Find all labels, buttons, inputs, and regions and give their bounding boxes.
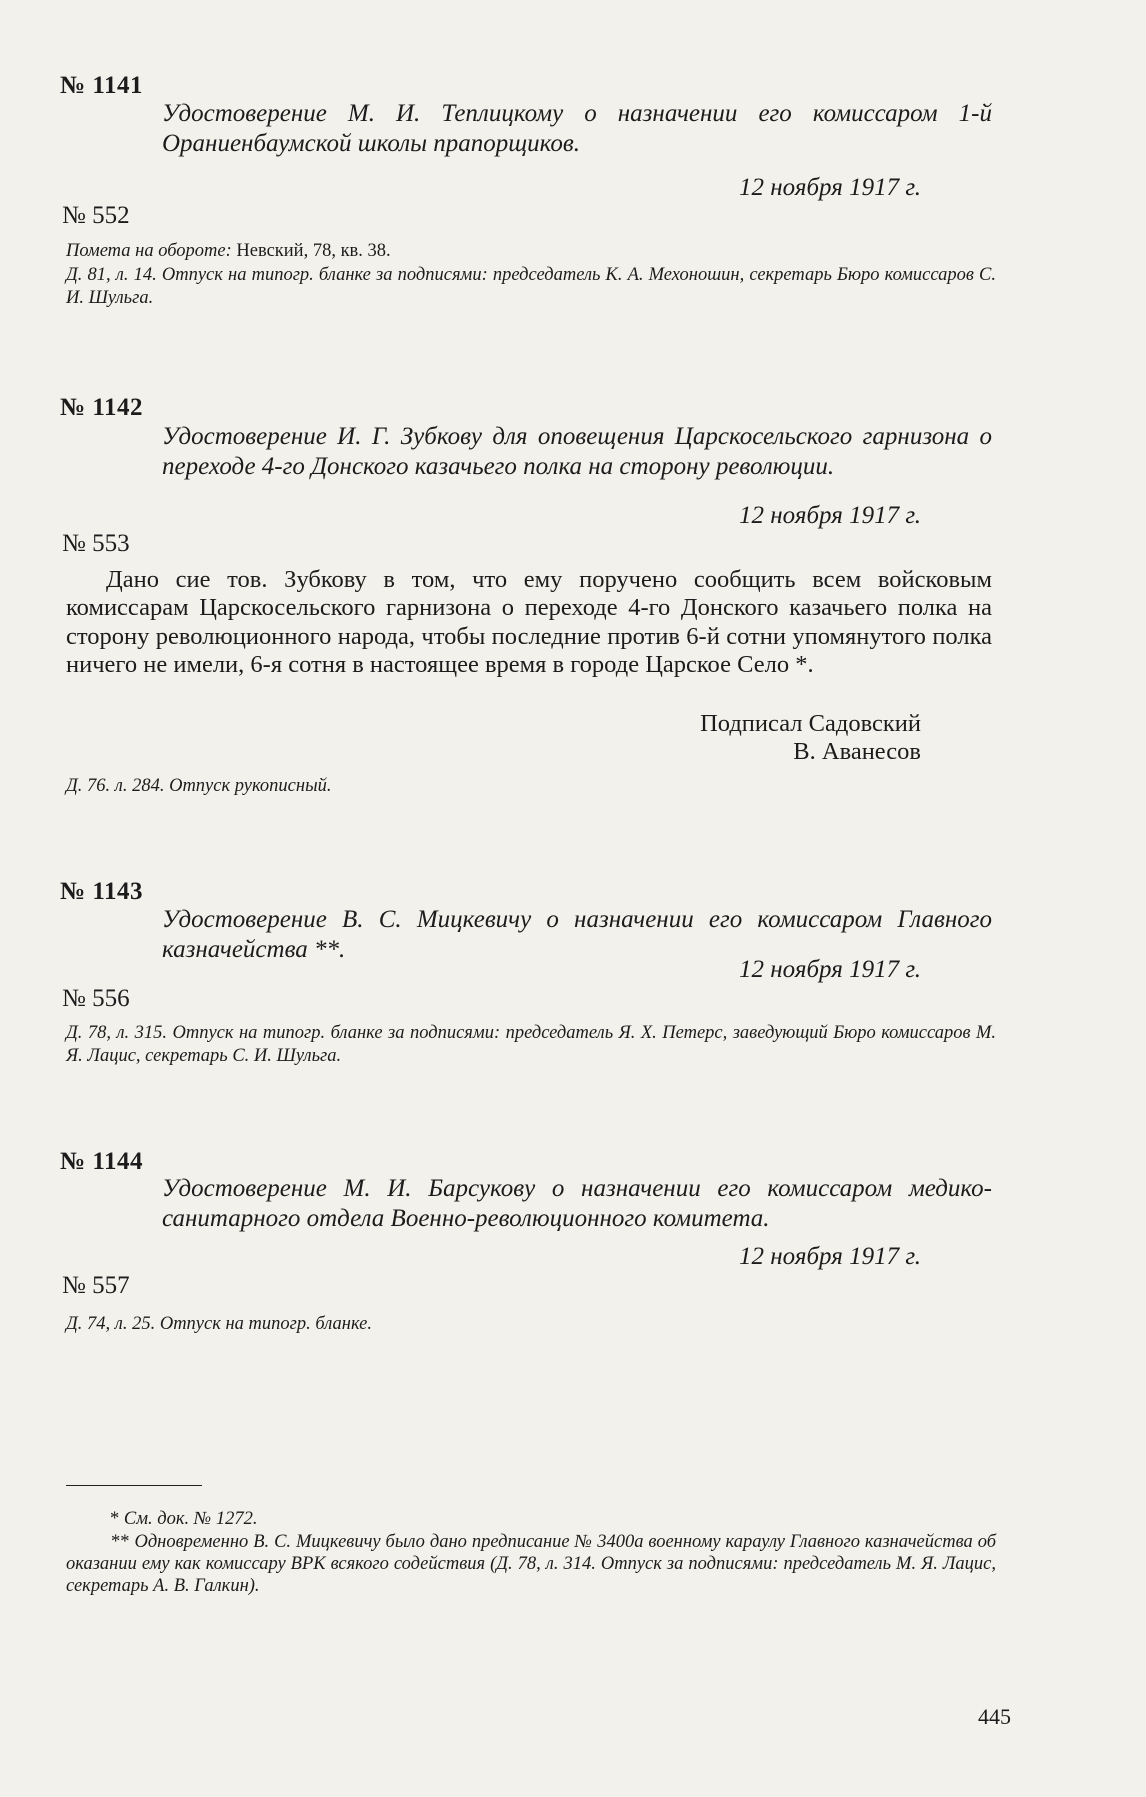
signature-line: Подписал Садовский bbox=[700, 710, 921, 737]
footnote bbox=[66, 1508, 996, 1530]
signature-line: В. Аванесов bbox=[793, 738, 921, 765]
note-value: Невский, 78, кв. 38. bbox=[236, 241, 391, 261]
document-number: № 1143 bbox=[60, 878, 143, 905]
archive-number: № 556 bbox=[62, 985, 130, 1012]
body-paragraph: Дано сие тов. Зубкову в том, что ему поручено сообщить всем войсковым комиссарам Царскосельского гарнизона о переходе 4-го Донского казачьего полка на сторону революционного народа, чтобы последние против 6-й сотни упомянутого полка ничего не имели, 6-я сотня в настоящее время в городе Царское Село *. bbox=[66, 566, 992, 678]
document-number: № 1142 bbox=[60, 394, 143, 421]
document-date: 12 ноября 1917 г. bbox=[739, 956, 921, 983]
note-label: Помета на обороте: bbox=[66, 241, 237, 261]
source-note: Д. 74, л. 25. Отпуск на типогр. бланке. bbox=[66, 1314, 372, 1334]
page-number: 445 bbox=[978, 1704, 1011, 1729]
archive-number: № 553 bbox=[62, 530, 130, 557]
document-number: № 1144 bbox=[60, 1148, 143, 1175]
document-body bbox=[66, 566, 992, 679]
footnote bbox=[66, 1531, 996, 1597]
reverse-note bbox=[66, 240, 996, 263]
footnote-text: Одновременно В. С. Мицкевичу было дано предписание № 3400а военному караулу Главного казначейства об оказании ему как комиссару ВРК всякого содействия (Д. 78, л. 314. Отпуск за подписями: председатель М. Я. Лацис, секретарь А. В. Галкин). bbox=[66, 1532, 997, 1596]
document-number: № 1141 bbox=[60, 72, 143, 99]
document-title: Удостоверение И. Г. Зубкову для оповещения Царскосельского гарнизона о переходе 4-го Донского казачьего полка на сторону революции. bbox=[162, 423, 992, 480]
document-title: Удостоверение В. С. Мицкевичу о назначении его комиссаром Главного казначейства **. bbox=[162, 906, 992, 963]
footnote-divider bbox=[66, 1485, 202, 1486]
document-title: Удостоверение М. И. Теплицкому о назначении его комиссаром 1-й Ораниенбаумской школы прапорщиков. bbox=[162, 100, 992, 157]
document-date: 12 ноября 1917 г. bbox=[739, 1243, 921, 1270]
source-note: Д. 76. л. 284. Отпуск рукописный. bbox=[66, 776, 332, 796]
document-title: Удостоверение М. И. Барсукову о назначении его комиссаром медико-санитарного отдела Военно-революционного комитета. bbox=[162, 1175, 992, 1232]
archive-number: № 557 bbox=[62, 1272, 130, 1299]
footnote-mark: ** bbox=[111, 1532, 130, 1552]
archive-number: № 552 bbox=[62, 202, 130, 229]
document-date: 12 ноября 1917 г. bbox=[739, 174, 921, 201]
source-note: Д. 78, л. 315. Отпуск на типогр. бланке за подписями: председатель Я. Х. Петерс, заведующий Бюро комиссаров М. Я. Лацис, секретарь С. И. Шульга. bbox=[66, 1023, 996, 1066]
footnote-text: См. док. № 1272. bbox=[123, 1509, 258, 1529]
document-date: 12 ноября 1917 г. bbox=[739, 502, 921, 529]
footnote-mark: * bbox=[110, 1509, 120, 1529]
source-note: Д. 81, л. 14. Отпуск на типогр. бланке за подписями: председатель К. А. Мехоношин, секретарь Бюро комиссаров С. И. Шульга. bbox=[66, 265, 996, 308]
